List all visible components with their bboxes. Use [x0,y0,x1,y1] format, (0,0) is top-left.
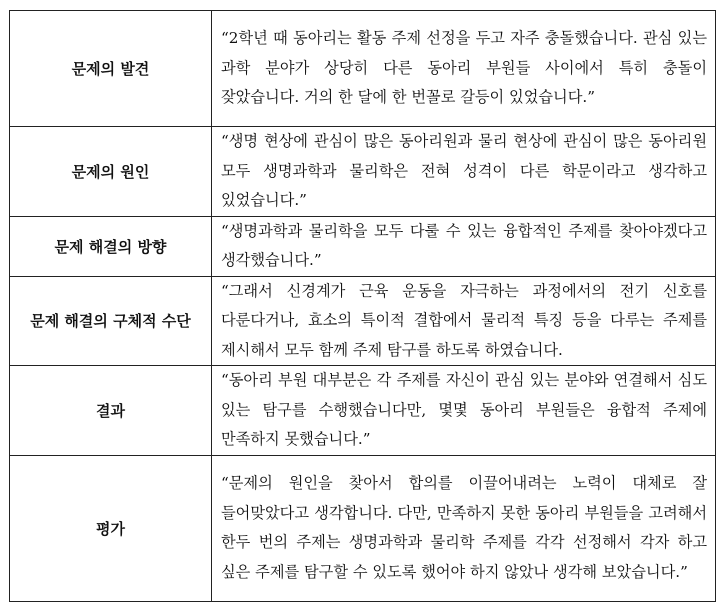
row-heading: 문제의 발견 [10,11,212,127]
table-row [10,455,716,601]
row-heading: 문제 해결의 방향 [10,216,212,276]
table-row [10,366,716,456]
row-text: “생명과학과 물리학을 모두 다룰 수 있는 융합적인 주제를 찾아야겠다고 생각했습니다.” [212,216,716,276]
table-row [10,11,716,127]
row-text: “생명 현상에 관심이 많은 동아리원과 물리 현상에 관심이 많은 동아리원 모두 생명과학과 물리학은 전혀 성격이 다른 학문이라고 생각하고 있었습니다.” [212,127,716,217]
problem-solving-table [9,10,716,602]
row-text: “문제의 원인을 찾아서 합의를 이끌어내려는 노력이 대체로 잘 들어맞았다고 생각합니다. 다만, 만족하지 못한 동아리 부원들을 고려해서 한두 번의 주제는 생명과학과 물리학 주제를 각각 선정해서 각자 하고 싶은 주제를 탐구할 수 있도록 했어야 하지 않았나 생각해 보았습니다.” [212,455,716,601]
row-text: “그래서 신경계가 근육 운동을 자극하는 과정에서의 전기 신호를 다룬다거나, 효소의 특이적 결합에서 물리적 특징 등을 다루는 주제를 제시해서 모두 함께 주제 탐구를 하도록 하였습니다. [212,276,716,366]
document-page [9,10,716,602]
row-heading: 문제의 원인 [10,127,212,217]
row-heading: 평가 [10,455,212,601]
row-text: “2학년 때 동아리는 활동 주제 선정을 두고 자주 충돌했습니다. 관심 있는 과학 분야가 상당히 다른 동아리 부원들 사이에서 특히 충돌이 잦았습니다. 거의 한 달에 한 번꼴로 갈등이 있었습니다.” [212,11,716,127]
table-row [10,276,716,366]
row-heading: 문제 해결의 구체적 수단 [10,276,212,366]
row-heading: 결과 [10,366,212,456]
row-text: “동아리 부원 대부분은 각 주제를 자신이 관심 있는 분야와 연결해서 심도 있는 탐구를 수행했습니다만, 몇몇 동아리 부원들은 융합적 주제에 만족하지 못했습니다.” [212,366,716,456]
table-row [10,127,716,217]
table-row [10,216,716,276]
